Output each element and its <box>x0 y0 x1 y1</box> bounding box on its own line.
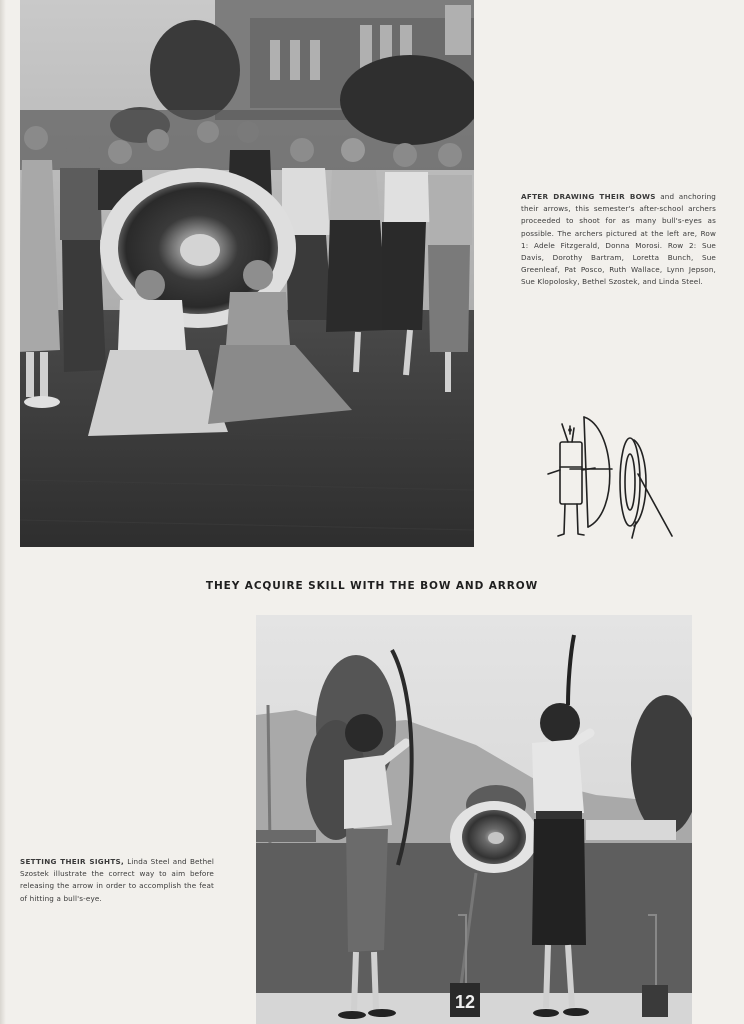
archer-doodle-illustration <box>540 412 685 542</box>
group-photo-drawing <box>20 0 474 547</box>
group-photo-archers <box>20 0 474 547</box>
target-stand-number: 12 <box>454 992 476 1012</box>
caption-bottom-body: Linda Steel and Bethel Szostek illustrate the correct way to aim before releasing the arrow in order to accomplish the feat of hitting a bull's-eye. <box>20 857 214 903</box>
archers-aiming-drawing <box>256 615 692 1024</box>
archers-aiming-photo <box>256 615 692 1024</box>
caption-bottom <box>20 856 214 905</box>
caption-top-body: and anchoring their arrows, this semester's after-school archers proceeded to shoot for as many bull's-eyes as possible. The archers pictured at the left are, Row 1: Adele Fitzgerald, Donna Morosi. Row 2: Sue Davis, Dorothy Bartram, Loretta Bunch, Sue Greenleaf, Pat Posco, Ruth Wallace, Lynn Jepson, Sue Klopolosky, Bethel Szostek, and Linda Steel. <box>521 192 717 287</box>
page-binding-edge <box>0 0 6 1024</box>
caption-bottom-lead: SETTING THEIR SIGHTS, <box>20 857 125 866</box>
caption-top <box>521 191 716 289</box>
section-heading: THEY ACQUIRE SKILL WITH THE BOW AND ARROW <box>205 580 539 592</box>
caption-top-lead: AFTER DRAWING THEIR BOWS <box>521 192 656 201</box>
